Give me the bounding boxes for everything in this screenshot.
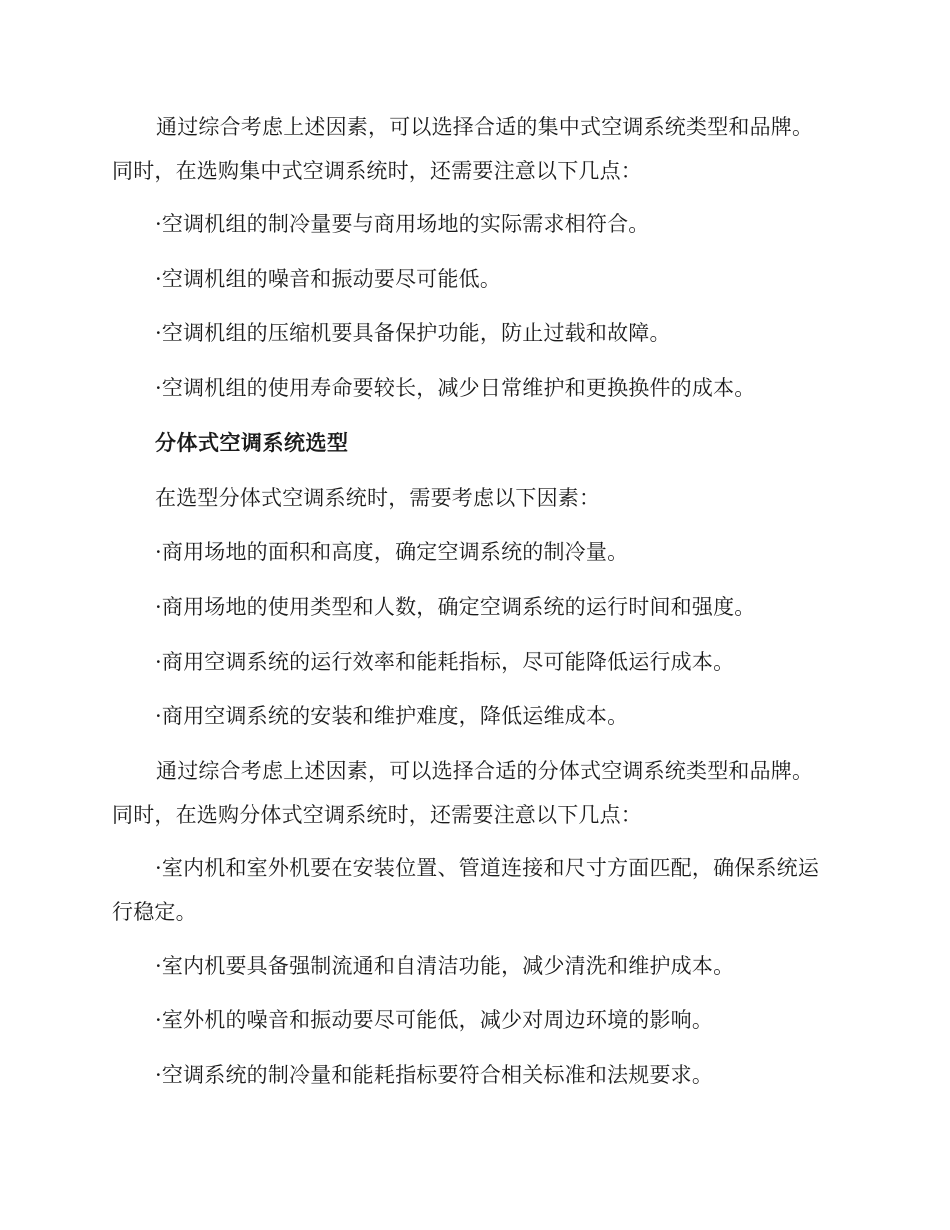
list-item-split-factor-4: ·商用空调系统的安装和维护难度，降低运维成本。 [155, 704, 629, 728]
paragraph-split-ac-summary: 通过综合考虑上述因素，可以选择合适的分体式空调系统类型和品牌。同时，在选购分体式空调系统时，还需要注意以下几点： [112, 759, 814, 827]
list-item-central-1: ·空调机组的制冷量要与商用场地的实际需求相符合。 [155, 212, 650, 236]
list-item-split-note-2: ·室内机要具备强制流通和自清洁功能，减少清洗和维护成本。 [155, 954, 735, 978]
list-item-central-4: ·空调机组的使用寿命要较长，减少日常维护和更换换件的成本。 [155, 376, 756, 400]
list-item-split-factor-2: ·商用场地的使用类型和人数，确定空调系统的运行时间和强度。 [155, 595, 756, 619]
list-item-split-note-4: ·空调系统的制冷量和能耗指标要符合相关标准和法规要求。 [155, 1063, 714, 1087]
list-item-central-3: ·空调机组的压缩机要具备保护功能，防止过载和故障。 [155, 321, 671, 345]
list-item-split-note-3: ·室外机的噪音和振动要尽可能低，减少对周边环境的影响。 [155, 1008, 714, 1032]
paragraph-split-ac-intro: 在选型分体式空调系统时，需要考虑以下因素： [155, 486, 601, 510]
section-heading-split-ac: 分体式空调系统选型 [155, 431, 349, 455]
list-item-split-note-1: ·室内机和室外机要在安装位置、管道连接和尺寸方面匹配，确保系统运行稳定。 [112, 856, 820, 924]
list-item-split-factor-1: ·商用场地的面积和高度，确定空调系统的制冷量。 [155, 540, 629, 564]
list-item-split-factor-3: ·商用空调系统的运行效率和能耗指标，尽可能降低运行成本。 [155, 650, 735, 674]
paragraph-central-ac-summary: 通过综合考虑上述因素，可以选择合适的集中式空调系统类型和品牌。同时，在选购集中式空调系统时，还需要注意以下几点： [112, 115, 814, 183]
list-item-central-2: ·空调机组的噪音和振动要尽可能低。 [155, 267, 502, 291]
